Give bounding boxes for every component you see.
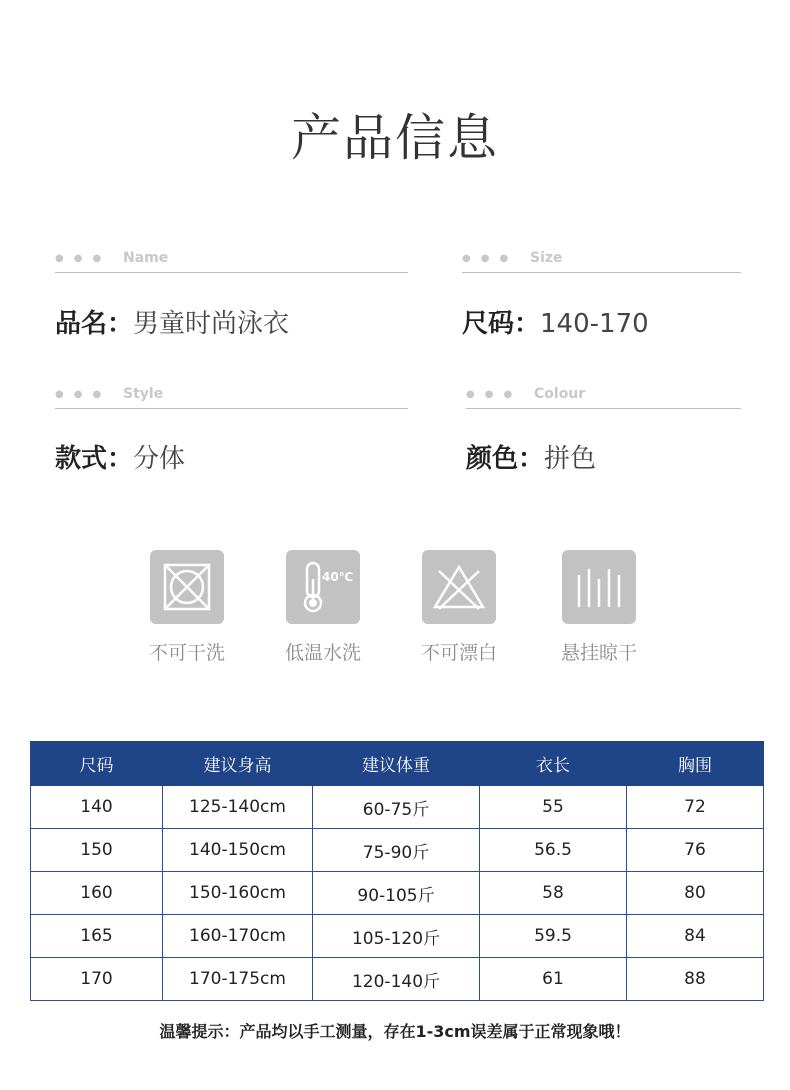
style-field-key: 款式： (55, 444, 134, 474)
table-cell: 140 (31, 786, 163, 829)
table-row (31, 829, 764, 872)
care-label: 悬挂晾干 (560, 642, 637, 664)
colour-field (466, 438, 596, 475)
style-field (55, 438, 185, 475)
table-row (31, 958, 764, 1001)
table-cell: 90-105斤 (313, 872, 480, 915)
style-field-value: 分体 (133, 444, 186, 474)
style-field-header (55, 386, 408, 409)
table-cell: 55 (480, 786, 627, 829)
size-field-value: 140-170 (540, 309, 649, 339)
table-cell: 150 (31, 829, 163, 872)
name-field-value: 男童时尚泳衣 (133, 309, 290, 339)
size-field-header (462, 250, 741, 273)
size-field-key: 尺码： (462, 309, 541, 339)
measurement-note: 温馨提示：产品均以手工测量，存在1-3cm误差属于正常现象哦！ (159, 1022, 631, 1041)
table-header-cell: 尺码 (31, 742, 163, 786)
size-field (462, 303, 649, 340)
care-label: 不可漂白 (420, 642, 497, 664)
dots-decoration: ●●● (55, 389, 112, 400)
care-item-hang-dry (554, 550, 644, 665)
care-label: 低温水洗 (284, 642, 361, 664)
table-cell: 170 (31, 958, 163, 1001)
care-item-no-bleach (414, 550, 504, 665)
page-title: 产品信息 (291, 109, 499, 167)
table-cell: 140-150cm (163, 829, 313, 872)
colour-field-header (466, 386, 741, 409)
care-item-no-dry-clean (142, 550, 232, 665)
name-field-key: 品名： (55, 309, 134, 339)
table-header-row (31, 742, 764, 786)
care-label: 不可干洗 (148, 642, 225, 664)
table-cell: 76 (627, 829, 764, 872)
name-field-header-label: Name (123, 250, 169, 266)
table-cell: 88 (627, 958, 764, 1001)
table-cell: 56.5 (480, 829, 627, 872)
table-cell: 170-175cm (163, 958, 313, 1001)
wash-temp-text: 40℃ (322, 570, 354, 584)
table-cell: 75-90斤 (313, 829, 480, 872)
colour-field-key: 颜色： (466, 444, 545, 474)
table-cell: 60-75斤 (313, 786, 480, 829)
style-field-header-label: Style (123, 386, 164, 402)
no-dry-clean-icon (150, 550, 224, 624)
colour-field-header-label: Colour (534, 386, 586, 402)
name-field (55, 303, 289, 340)
table-cell: 125-140cm (163, 786, 313, 829)
dots-decoration: ●●● (462, 253, 519, 264)
table-row (31, 872, 764, 915)
table-cell: 61 (480, 958, 627, 1001)
hang-dry-icon (562, 550, 636, 624)
table-cell: 84 (627, 915, 764, 958)
dots-decoration: ●●● (466, 389, 523, 400)
table-cell: 160-170cm (163, 915, 313, 958)
table-cell: 120-140斤 (313, 958, 480, 1001)
size-table (30, 741, 764, 1001)
table-cell: 80 (627, 872, 764, 915)
table-header-cell: 建议身高 (163, 742, 313, 786)
dots-decoration: ●●● (55, 253, 112, 264)
table-cell: 160 (31, 872, 163, 915)
table-row (31, 915, 764, 958)
table-header-cell: 胸围 (627, 742, 764, 786)
table-cell: 72 (627, 786, 764, 829)
table-cell: 165 (31, 915, 163, 958)
table-header-cell: 衣长 (480, 742, 627, 786)
no-bleach-icon (422, 550, 496, 624)
size-field-header-label: Size (530, 250, 563, 266)
table-cell: 150-160cm (163, 872, 313, 915)
care-item-low-temp-wash (278, 550, 368, 665)
name-field-header (55, 250, 408, 273)
table-header-cell: 建议体重 (313, 742, 480, 786)
colour-field-value: 拼色 (544, 444, 597, 474)
table-row (31, 786, 764, 829)
low-temp-wash-icon (286, 550, 360, 624)
table-cell: 105-120斤 (313, 915, 480, 958)
table-cell: 59.5 (480, 915, 627, 958)
table-cell: 58 (480, 872, 627, 915)
